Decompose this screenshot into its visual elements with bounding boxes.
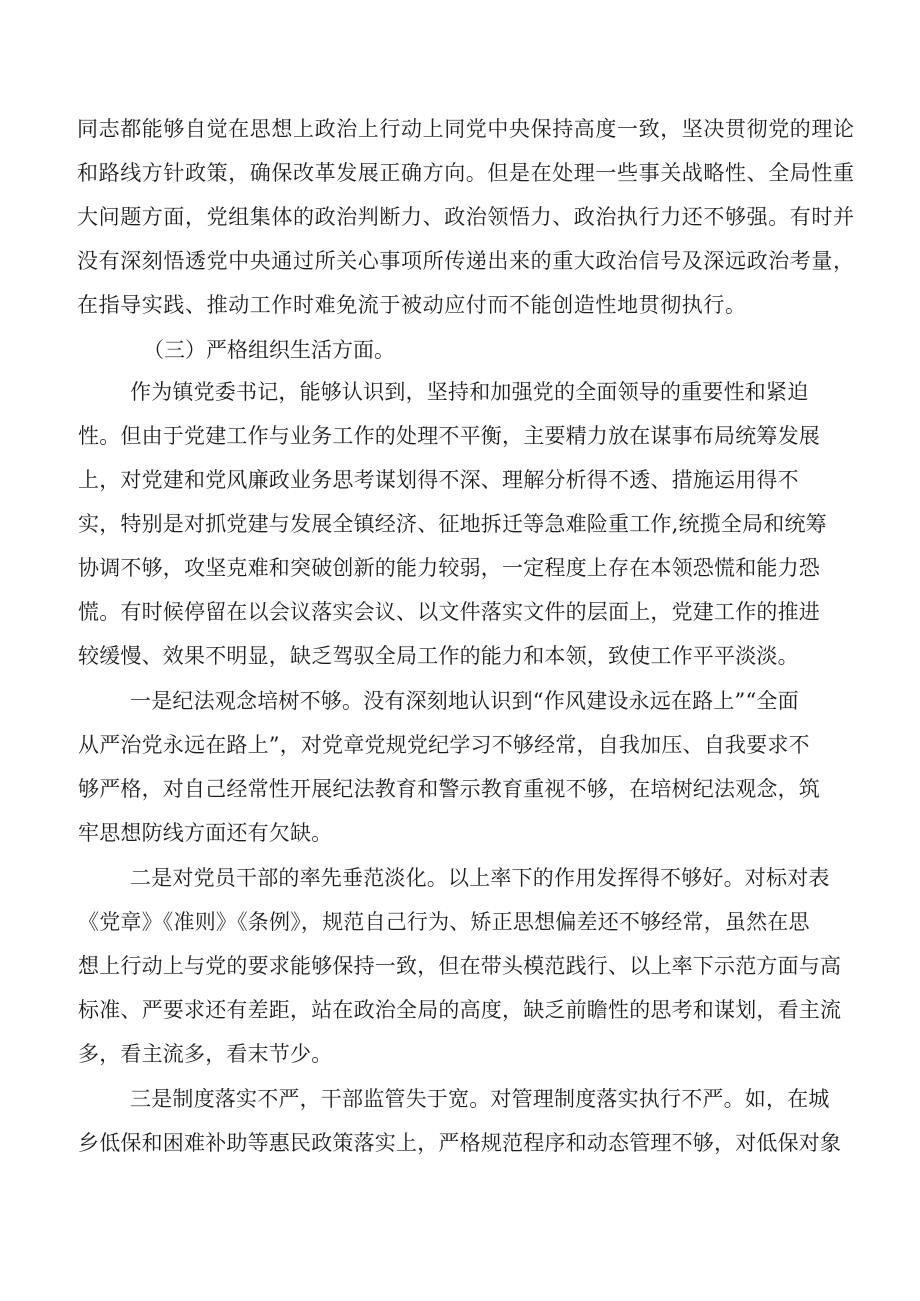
text-line: 三是制度落实不严，干部监管失于宽。对管理制度落实执行不严。如，在城 bbox=[130, 1087, 830, 1111]
text-line: 协调不够，攻坚克难和突破创新的能力较弱，一定程度上存在本领恐慌和能力恐 bbox=[78, 556, 820, 580]
text-line: 大问题方面，党组集体的政治判断力、政治领悟力、政治执行力还不够强。有时并 bbox=[77, 205, 855, 229]
text-line: 想上行动上与党的要求能够保持一致，但在带头模范践行、以上率下示范方面与高 bbox=[78, 954, 842, 978]
text-line: 较缓慢、效果不明显，缺乏驾驭全局工作的能力和本领，致使工作平平淡淡。 bbox=[78, 644, 799, 668]
text-line: 实，特别是对抓党建与发展全镇经济、征地拆迁等急难险重工作,统揽全局和统筹 bbox=[78, 512, 827, 536]
text-line: 从严治党永远在路上”，对党章党规党纪学习不够经常，自我加压、自我要求不 bbox=[78, 733, 810, 757]
text-line: 够严格，对自己经常性开展纪法教育和警示教育重视不够，在培树纪法观念，筑 bbox=[78, 777, 820, 801]
text-line: 二是对党员干部的率先垂范淡化。以上率下的作用发挥得不够好。对标对表 bbox=[130, 866, 830, 890]
text-line: 多，看主流多，看末节少。 bbox=[78, 1042, 333, 1066]
text-line: 乡低保和困难补助等惠民政策落实上，严格规范程序和动态管理不够，对低保对象 bbox=[78, 1131, 842, 1155]
text-line: 同志都能够自觉在思想上政治上行动上同党中央保持高度一致，坚决贯彻党的理论 bbox=[77, 117, 855, 141]
section-heading: （三）严格组织生活方面。 bbox=[143, 338, 395, 362]
text-line: 慌。有时候停留在以会议落实会议、以文件落实文件的层面上，党建工作的推进 bbox=[78, 600, 820, 624]
text-line: 在指导实践、推动工作时难免流于被动应付而不能创造性地贯彻执行。 bbox=[77, 293, 747, 317]
text-line: 和路线方针政策，确保改革发展正确方向。但是在处理一些事关战略性、全局性重 bbox=[77, 161, 855, 185]
text-line: 性。但由于党建工作与业务工作的处理不平衡，主要精力放在谋事布局统筹发展 bbox=[78, 424, 820, 448]
text-line: 《党章》《准则》《条例》，规范自己行为、矫正思想偏差还不够经常，虽然在思 bbox=[78, 910, 810, 934]
text-line: 没有深刻悟透党中央通过所关心事项所传递出来的重大政治信号及深远政治考量， bbox=[77, 249, 855, 273]
text-line: 标准、严要求还有差距，站在政治全局的高度，缺乏前瞻性的思考和谋划，看主流 bbox=[78, 998, 842, 1022]
text-line: 上，对党建和党风廉政业务思考谋划得不深、理解分析得不透、措施运用得不 bbox=[78, 468, 799, 492]
text-line: 牢思想防线方面还有欠缺。 bbox=[78, 821, 333, 845]
text-line: 作为镇党委书记，能够认识到，坚持和加强党的全面领导的重要性和紧迫 bbox=[130, 380, 809, 404]
text-line: 一是纪法观念培树不够。没有深刻地认识到“作风建设永远在路上”“全面 bbox=[130, 689, 799, 713]
